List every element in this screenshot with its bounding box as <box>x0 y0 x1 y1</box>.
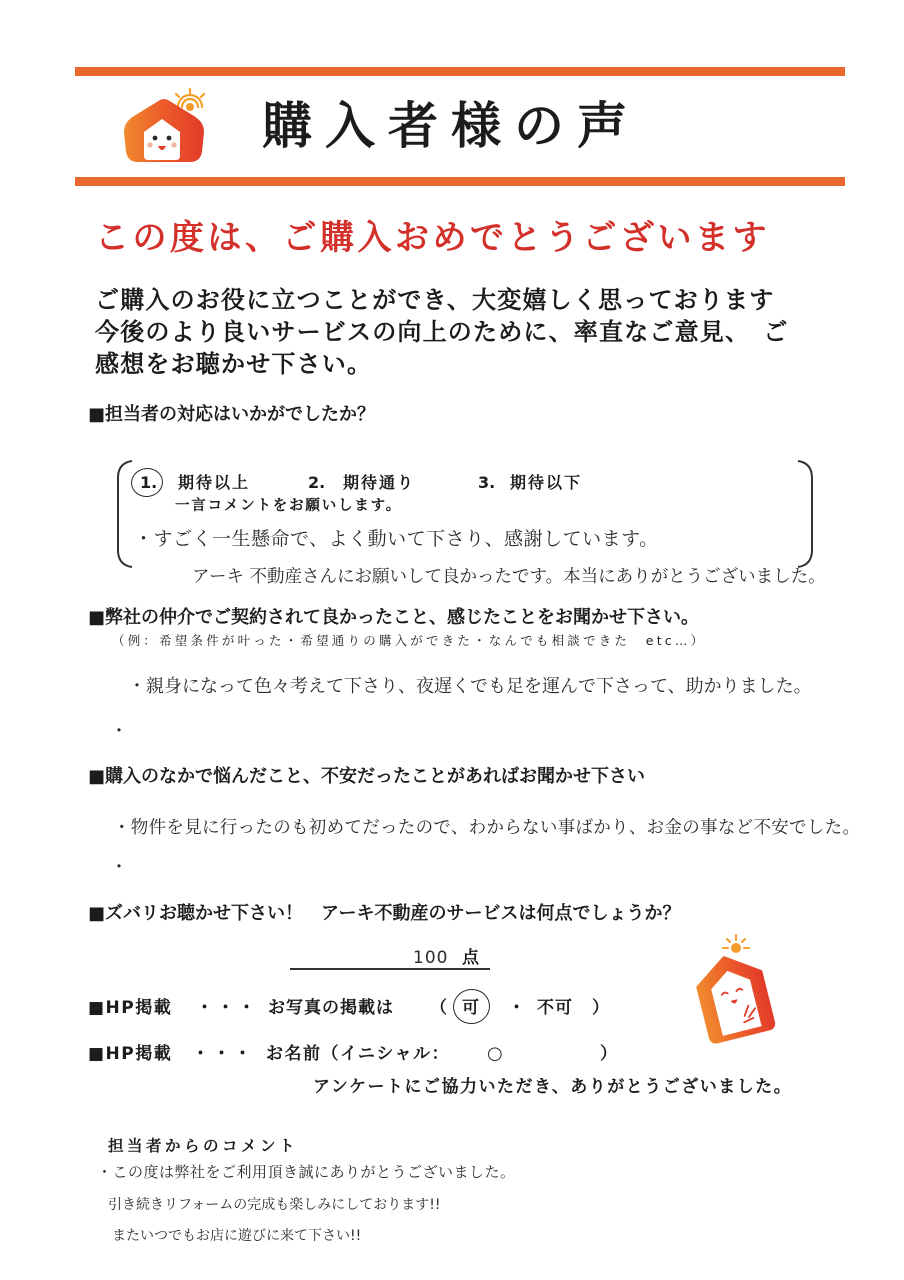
house-mascot-small-icon <box>688 932 780 1044</box>
question-2-example: （例：希望条件が叶った・希望通りの購入ができた・なんでも相談できた etc…） <box>112 633 707 648</box>
hp-photo-dots: ・・・ <box>196 998 259 1018</box>
handwritten-answer-line: ・親身になって色々考えて下さり、夜遅くでも足を運んで下さって、助かりました。 <box>128 676 812 697</box>
intro-line: 感想をお聴かせ下さい。 <box>95 350 373 378</box>
top-orange-bar <box>75 67 845 76</box>
option-allowed: 可 <box>462 998 479 1018</box>
intro-line: 今後のより良いサービスの向上のために、率直なご意見、 ご <box>95 318 789 346</box>
score-unit: 点 <box>462 948 479 968</box>
thanks-message: アンケートにご協力いただき、ありがとうございました。 <box>313 1077 793 1097</box>
question-4-heading: ■ズバリお聴かせ下さい！ アーキ不動産のサービスは何点でしょうか？ <box>88 903 681 924</box>
blank-bullet: ・ <box>110 721 128 742</box>
question-3-heading: ■購入のなかで悩んだこと、不安だったことがあればお聞かせ下さい <box>88 766 646 787</box>
paren-close: ） <box>600 1044 617 1064</box>
house-mascot-icon <box>116 86 212 166</box>
staff-comment-line: ・この度は弊社をご利用頂き誠にありがとうございました。 <box>97 1163 516 1181</box>
blank-bullet: ・ <box>110 857 128 878</box>
intro-line: ご購入のお役に立つことができ、大変嬉しく思っております <box>95 286 775 314</box>
hp-photo-label: ■HP掲載 <box>88 998 173 1018</box>
option-separator: ・ <box>508 998 525 1018</box>
paren-open: （ <box>430 998 447 1018</box>
option-not-allowed: 不可 <box>537 998 573 1018</box>
hp-name-dots: ・・・ <box>192 1044 255 1064</box>
comment-prompt: 一言コメントをお願いします。 <box>175 498 403 514</box>
option-1-label: 期待以上 <box>178 473 251 492</box>
paren-close: ） <box>592 998 609 1018</box>
hp-name-label: ■HP掲載 <box>88 1044 173 1064</box>
staff-comment-line: またいつでもお店に遊びに来て下さい!! <box>112 1228 362 1244</box>
score-underline <box>290 968 490 970</box>
selection-circle <box>450 986 493 1027</box>
option-2-label: 期待通り <box>343 473 416 492</box>
initials-answer: ○ <box>487 1043 503 1064</box>
option-3-label: 期待以下 <box>510 473 583 492</box>
congratulations-message: この度は、ご購入おめでとうございます <box>95 218 770 258</box>
staff-comment-heading: 担当者からのコメント <box>108 1137 299 1155</box>
handwritten-answer-line: ・すごく一生懸命で、よく動いて下さり、感謝しています。 <box>134 528 659 550</box>
option-3-number: 3. <box>478 473 496 492</box>
bottom-orange-bar <box>75 177 845 186</box>
handwritten-answer-line: アーキ 不動産さんにお願いして良かったです。本当にありがとうございました。 <box>192 567 826 587</box>
question-1-heading: ■担当者の対応はいかがでしたか？ <box>88 404 376 425</box>
hp-photo-question: お写真の掲載は <box>268 998 394 1018</box>
handwritten-answer-line: ・物件を見に行ったのも初めてだったので、わからない事ばかり、お金の事など不安でした。 <box>113 818 861 838</box>
option-1-number: 1. <box>140 473 158 492</box>
page-title: 購入者様の声 <box>262 97 640 155</box>
hp-name-question: お名前（イニシャル： <box>266 1044 450 1064</box>
score-value: 100 <box>413 948 449 968</box>
question-2-heading: ■弊社の仲介でご契約されて良かったこと、感じたことをお聞かせ下さい。 <box>88 607 700 628</box>
option-2-number: 2. <box>308 473 326 492</box>
staff-comment-line: 引き続きリフォームの完成も楽しみにしております!! <box>108 1197 441 1213</box>
